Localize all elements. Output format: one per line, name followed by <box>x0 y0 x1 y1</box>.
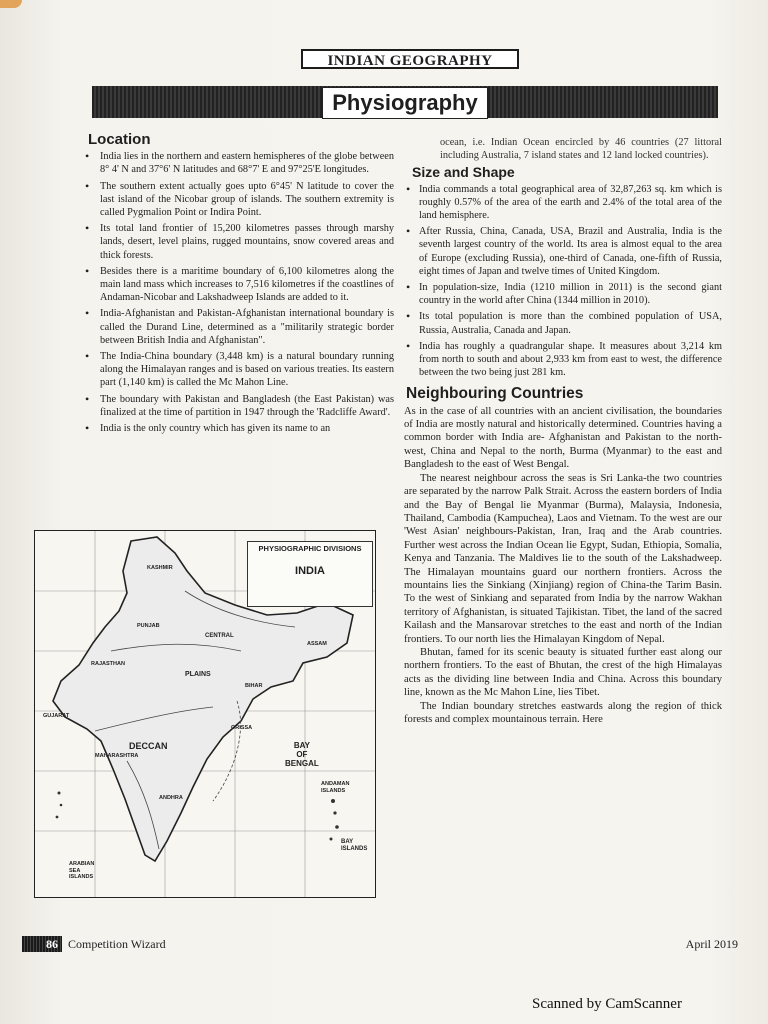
map-label-bay: BAY OF BENGAL <box>285 741 319 768</box>
size-shape-list <box>404 183 722 380</box>
list-item: • After Russia, China, Canada, USA, Brazil and Australia, India is the seventh largest country of the world. Its area is almost equal to the area of Europe (excluding Russia), one-third of Canada, one-fifth of Russia, eight times of Japan and twelve times of United Kingdom. <box>404 225 722 278</box>
map-label-kashmir: KASHMIR <box>147 565 173 571</box>
page-footer <box>22 936 738 956</box>
neighbours-paragraph: Bhutan, famed for its scenic beauty is situated further east along our northern frontiers. To the east of Bhutan, the crest of the high Himalayas acts as the dividing line between India and China. Across this boundary line, known as the Mc Mahon Line, lies Tibet. <box>404 646 722 699</box>
list-item: • India-Afghanistan and Pakistan-Afghanistan international boundary is called the Durand Line, determined as a "militarily strategic border between British India and Afghanistan". <box>82 307 394 347</box>
map-label-arabian: ARABIAN SEA ISLANDS <box>69 861 95 880</box>
list-item: • The India-China boundary (3,448 km) is a natural boundary running along the Himalayan ranges and is based on various treaties. Its eastern part (1,140 km) is called the Mc Mahon Line. <box>82 350 394 390</box>
page-title: Physiography <box>322 87 488 119</box>
map-label-bay-islands: BAY ISLANDS <box>341 839 368 852</box>
list-item: • India lies in the northern and eastern hemispheres of the globe between 8° 4' N and 37°6' N latitudes and 68°7' E and 97°25'E longitudes. <box>82 150 394 176</box>
map-legend <box>247 541 373 607</box>
map-label-deccan: DECCAN <box>129 741 168 751</box>
legend-title: PHYSIOGRAPHIC DIVISIONS <box>258 544 362 553</box>
right-column <box>404 136 722 726</box>
list-item: • Its total land frontier of 15,200 kilometres passes through marshy lands, desert, level plains, rugged mountains, snow covered areas and thick forests. <box>82 222 394 262</box>
india-map <box>34 530 376 898</box>
list-item: • India commands a total geographical area of 32,87,263 sq. km which is roughly 0.57% of the area of the earth and 2.4% of the total area of the land hemisphere. <box>404 183 722 223</box>
magazine-name: Competition Wizard <box>68 937 166 951</box>
location-heading: Location <box>88 131 151 148</box>
list-item: • In population-size, India (1210 million in 2011) is the second giant country in the world after China (1344 million in 2010). <box>404 281 722 307</box>
map-label-plains: PLAINS <box>185 671 211 678</box>
list-item: • Besides there is a maritime boundary of 6,100 kilometres along the main land mass which increases to 7,516 kilometres if the coastlines of Andaman-Nicobar and Lakshadweep Islands are added to it. <box>82 265 394 305</box>
list-item: • India is the only country which has given its name to an <box>82 422 394 435</box>
series-tag: INDIAN GEOGRAPHY <box>301 49 519 69</box>
list-item: • The boundary with Pakistan and Bangladesh (the East Pakistan) was finalized at the time of partition in 1947 through the 'Radcliffe Award'. <box>82 393 394 419</box>
map-label-andhra: ANDHRA <box>159 795 183 801</box>
neighbours-paragraph: The nearest neighbour across the seas is Sri Lanka-the two countries are separated by the narrow Palk Strait. Across the eastern borders of India and the Bay of Bengal lie Myanmar (Burma), Malaysia, Indonesia, Thailand, Cambodia (Kampuchea), Laos and Vietnam. To the west are our 'West Asian' neighbours-Pakistan, Iran, Iraq and the Arab countries. Further west across the Indian Ocean lie Egypt, Sudan, Ethiopia, Somalia, Kenya and Tanzania. The Maldives lie to the south of the Lakshadweep. The Himalayan mountains guard our northern frontiers. Across the mountains lies the Sinkiang (Xinjiang) region of China-the Tarim Basin. To the west of Sinkiang and separated from India by the narrow Wakhan territory of Afghanistan, is situated Tajikistan. Tibet, the land of the sacred Kailash and the Mansarovar stretches to the east and north of the Indian frontiers. To our north lies the Himalayan Kingdom of Nepal. <box>404 472 722 645</box>
map-label-orissa: ORISSA <box>231 725 253 731</box>
corner-stain <box>0 0 22 8</box>
neighbours-paragraph: The Indian boundary stretches eastwards along the region of thick forests and complex mountainous terrain. Here <box>404 700 722 725</box>
scanner-watermark: Scanned by CamScanner <box>532 996 682 1012</box>
map-label-punjab: PUNJAB <box>137 623 160 629</box>
map-label-assam: ASSAM <box>307 641 327 647</box>
map-label-bihar: BIHAR <box>245 683 263 689</box>
size-shape-heading: Size and Shape <box>412 164 515 181</box>
list-item: • India has roughly a quadrangular shape. It measures about 3,214 km from north to south and about 2,933 km from east to west, the difference between the two being just 281 km. <box>404 340 722 380</box>
legend-country: INDIA <box>295 565 325 577</box>
issue-date: April 2019 <box>685 937 738 951</box>
map-label-central: CENTRAL <box>205 633 234 639</box>
map-label-rajasthan: RAJASTHAN <box>91 661 125 667</box>
page-number: 86 <box>22 936 62 952</box>
location-continuation: ocean, i.e. Indian Ocean encircled by 46 countries (27 littoral including Australia, 7 island states and 12 land locked countries). <box>440 137 722 162</box>
map-label-maharashtra: MAHARASHTRA <box>95 753 139 759</box>
map-label-gujarat: GUJARAT <box>43 713 70 719</box>
map-label-andaman: ANDAMAN ISLANDS <box>321 781 350 794</box>
list-item: • Its total population is more than the combined population of USA, Russia, Australia, Canada and Japan. <box>404 310 722 336</box>
neighbours-heading: Neighbouring Countries <box>406 385 584 403</box>
list-item: • The southern extent actually goes upto 6°45' N latitude to cover the last island of the Nicobar group of islands. The southern extremity is called Pygmalion Point or Indira Point. <box>82 180 394 220</box>
neighbours-paragraph: As in the case of all countries with an ancient civilisation, the boundaries of India are mostly natural and historically determined. Countries having a common border with India are- Afghanistan and Pakistan to the north-west, China and Nepal to the north, Burma (Myanmar) to the east and Bangladesh to the east of West Bengal. <box>404 405 722 471</box>
left-column <box>82 133 394 438</box>
location-list <box>82 150 394 435</box>
